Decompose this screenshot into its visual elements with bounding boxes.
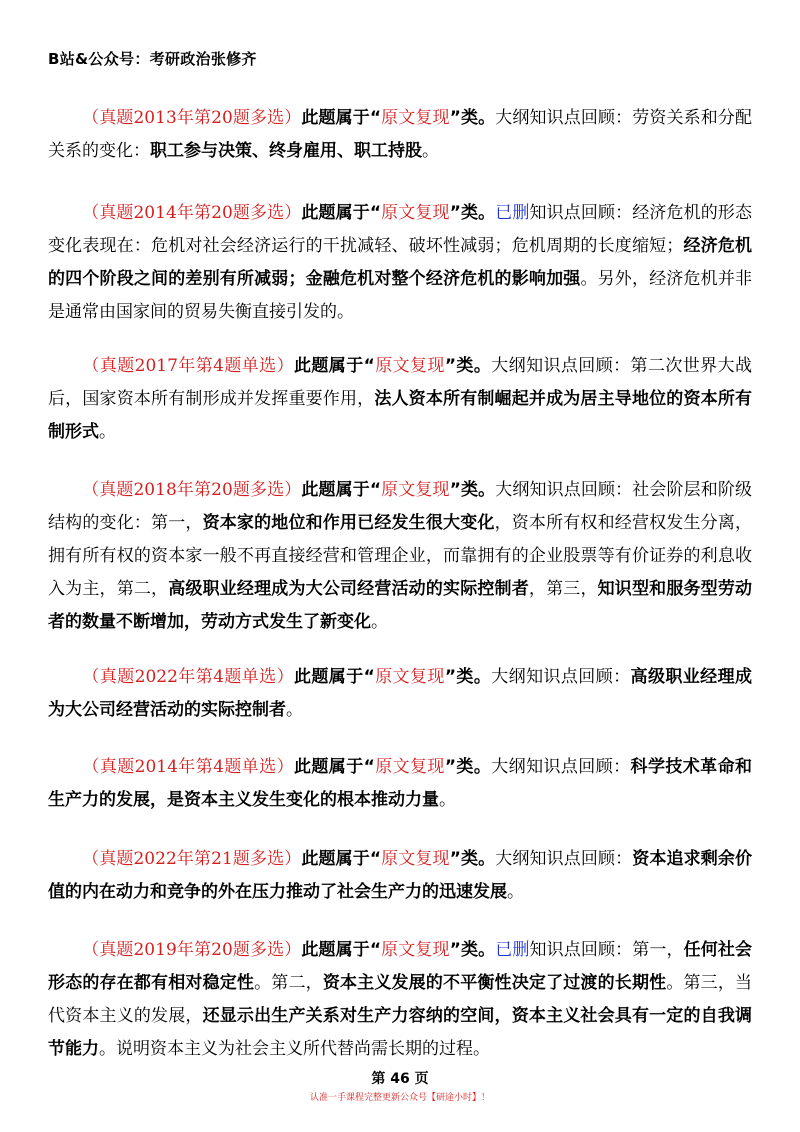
body-text-end: 。 [286,700,303,720]
lead-text: 此题属于“ [293,757,375,777]
mid-text: ”类。 [449,108,496,128]
category-label: 原文复现 [381,203,450,223]
body-text-end: 。 [422,141,439,161]
body-text-end: 。 [371,612,388,632]
mid-text: ”类。 [449,480,496,500]
key-point-2: 高级职业经理成为大公司经营活动的实际控制者 [168,579,529,599]
key-point-2: 资本主义发展的不平衡性决定了过渡的长期性 [322,973,667,993]
body-text-3: 。第三，当代资本主义的发展， [48,973,753,1026]
body-text-end: 。另外，经济危机并非是通常由国家间的贸易失衡直接引发的。 [48,269,753,322]
key-point: 职工参与决策、终身雇用、职工持股 [150,141,422,161]
question-tag: （真题2022年第4题单选） [82,667,294,687]
body-text-end: 。说明资本主义为社会主义所代替尚需长期的过程。 [99,1039,490,1059]
footer-note: 认准一手课程完整更新公众号【研途小时】！ [309,1093,490,1103]
category-label: 原文复现 [381,108,450,128]
body-text: 知识点回顾：经济危机的形态变化表现在：危机对社会经济运行的干扰减轻、破坏性减弱；危机周期的长度缩短； [48,203,752,256]
body-text-end: 。 [507,882,524,902]
lead-text: 此题属于“ [301,108,382,128]
question-tag: （真题2018年第20题多选） [82,480,302,500]
paragraph-4 [48,474,752,639]
page-number: 第 46 页 [371,1071,429,1087]
mid-text: ”类。 [444,356,492,376]
body-text: 大纲知识点回顾： [491,757,631,777]
question-tag: （真题2014年第20题多选） [82,203,302,223]
paragraph-2 [48,197,752,329]
mid-text: ”类。 [444,757,492,777]
body-text: 大纲知识点回顾： [495,849,633,869]
question-tag: （真题2013年第20题多选） [82,108,302,128]
key-point-3: 知识型和服务型劳动者的数量不断增加，劳动方式发生了新变化 [48,579,753,632]
body-text: 知识点回顾：第一， [529,940,684,960]
paragraph-1 [48,102,752,168]
question-tag: （真题2017年第4题单选） [82,356,294,376]
mid-text: ”类。 [449,203,496,223]
key-point-3: 还显示出生产关系对生产力容纳的空间，资本主义社会具有一定的自我调节能力 [48,1006,753,1059]
category-label: 原文复现 [374,667,445,687]
paragraph-3 [48,350,752,449]
body-text-2: 。第二， [254,973,323,993]
body-text-end: 。 [99,422,116,442]
body-text-3: ，第三， [528,579,598,599]
key-point: 高级职业经理成为大公司经营活动的实际控制者 [48,667,752,720]
lead-text: 此题属于“ [301,940,382,960]
question-tag: （真题2014年第4题单选） [82,757,294,777]
lead-text: 此题属于“ [293,356,375,376]
mid-text: ”类。 [444,667,492,687]
body-text: 大纲知识点回顾：社会阶层和阶级结构的变化：第一， [48,480,752,533]
category-label: 原文复现 [374,356,445,376]
paragraph-7 [48,843,752,909]
question-tag: （真题2022年第21题多选） [82,849,302,869]
paragraph-8 [48,934,752,1066]
question-tag: （真题2019年第20题多选） [82,940,302,960]
body-text: 大纲知识点回顾：第二次世界大战后，国家资本所有制形成并发挥重要作用， [48,356,752,409]
key-point: 资本家的地位和作用已经发生很大变化 [202,513,495,533]
key-point: 法人资本所有制崛起并成为居主导地位的资本所有制形式 [48,389,753,442]
body-text-end: 。 [439,790,456,810]
paragraph-6 [48,751,752,817]
category-label: 原文复现 [374,757,445,777]
body-text: 大纲知识点回顾： [491,667,631,687]
paragraph-5 [48,661,752,727]
key-point: 任何社会形态的存在都有相对稳定性 [48,940,752,993]
category-label: 原文复现 [381,480,450,500]
category-label: 原文复现 [381,940,450,960]
lead-text: 此题属于“ [301,203,382,223]
key-point: 经济危机的四个阶段之间的差别有所减弱；金融危机对整个经济危机的影响加强 [48,236,753,289]
mid-text: ”类。 [449,849,496,869]
lead-text: 此题属于“ [293,667,375,687]
mid-text: ”类。 [449,940,496,960]
deleted-label: 已删 [495,203,530,223]
category-label: 原文复现 [381,849,450,869]
deleted-label: 已删 [495,940,530,960]
key-point: 资本追求剩余价值的内在动力和竞争的外在压力推动了社会生产力的迅速发展 [48,849,752,902]
body-text-2: ，资本所有权和经营权发生分离，拥有所有权的资本家一般不再直接经营和管理企业，而靠拥有的企业股票等有价证券的利息收入为主，第二， [48,513,753,599]
lead-text: 此题属于“ [301,849,382,869]
body-text: 大纲知识点回顾：劳资关系和分配关系的变化： [48,108,752,161]
key-point: 科学技术革命和生产力的发展，是资本主义发生变化的根本推动力量 [48,757,752,810]
lead-text: 此题属于“ [301,480,382,500]
page-header: B站&公众号：考研政治张修齐 [48,50,257,68]
